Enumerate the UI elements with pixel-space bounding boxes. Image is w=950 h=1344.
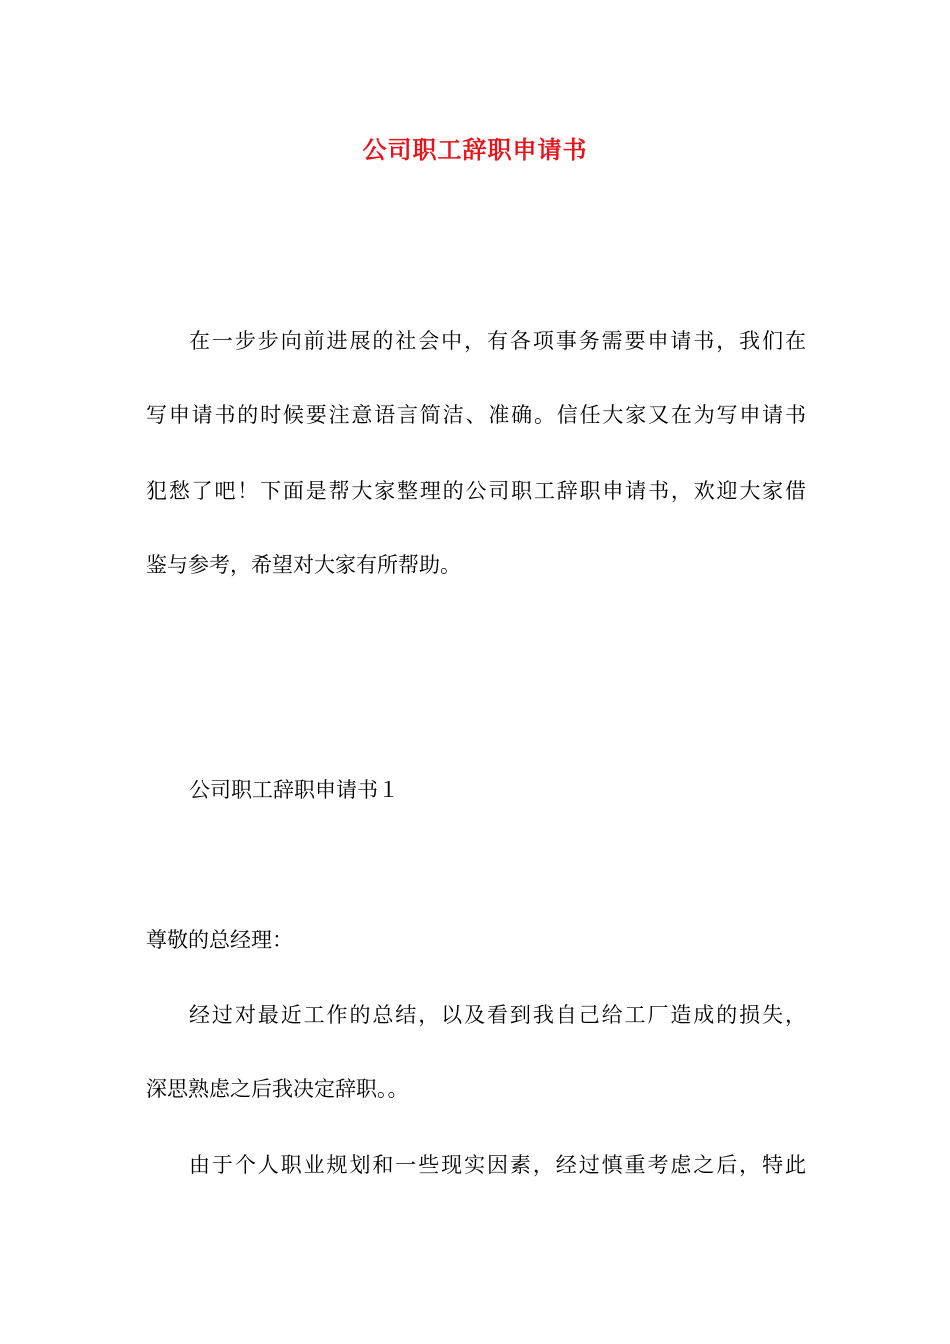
intro-line-1: 在一步步向前进展的社会中，有各项事务需要申请书，我们在 (189, 329, 806, 353)
intro-line-4: 鉴与参考，希望对大家有所帮助。 (146, 553, 461, 577)
document-title: 公司职工辞职申请书 (362, 135, 588, 164)
salutation: 尊敬的总经理： (146, 928, 293, 952)
body-line-2: 深思熟虑之后我决定辞职。。 (146, 1077, 409, 1101)
section-heading: 公司职工辞职申请书１ (189, 778, 399, 802)
body-line-1: 经过对最近工作的总结，以及看到我自己给工厂造成的损失， (189, 1003, 806, 1027)
intro-line-3: 犯愁了吧！下面是帮大家整理的公司职工辞职申请书，欢迎大家借 (146, 479, 806, 503)
intro-line-2: 写申请书的时候要注意语言简洁、准确。信任大家又在为写申请书 (146, 403, 806, 427)
body-line-3: 由于个人职业规划和一些现实因素，经过慎重考虑之后，特此 (189, 1153, 806, 1177)
